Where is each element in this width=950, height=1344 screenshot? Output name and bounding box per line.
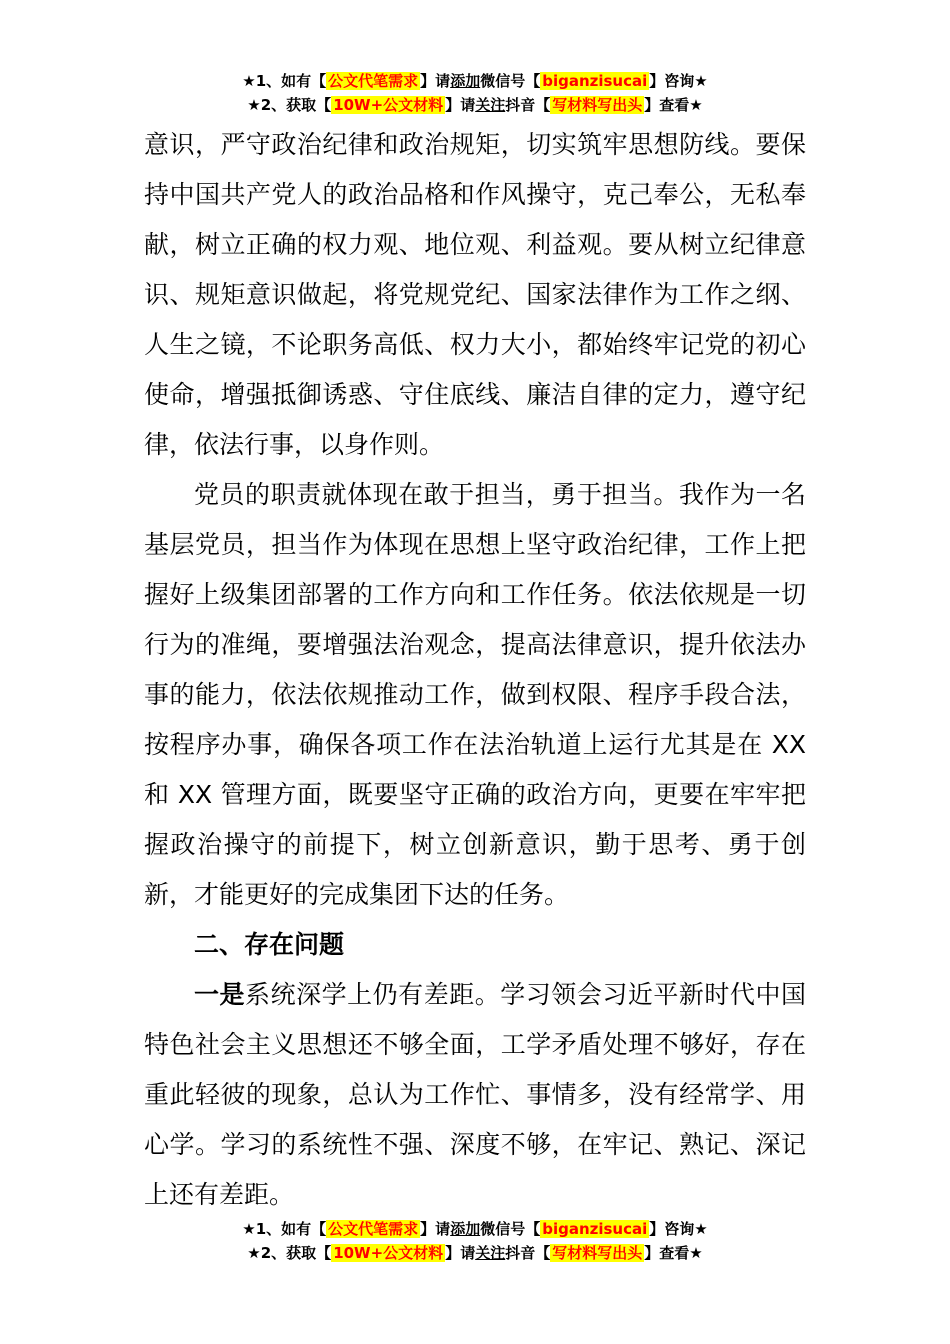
paragraph-2: 党员的职责就体现在敢于担当，勇于担当。我作为一名基层党员，担当作为体现在思想上坚守政治纪律，工作上把握好上级集团部署的工作方向和工作任务。依法依规是一切行为的准绳，要增强法治观念，提高法律意识，提升依法办事的能力，依法依规推动工作，做到权限、程序手段合法，按程序办事，确保各项工作在法治轨道上运行尤其是在 XX 和 XX 管理方面，既要坚守正确的政治方向，更要在牢牢把握政治操守的前提下，树立创新意识，勤于思考、勇于创新，才能更好的完成集团下达的任务。	[144, 480, 806, 909]
promo-highlight: 10W+公文材料	[333, 1244, 444, 1262]
promo-line-1	[0, 1218, 950, 1242]
paragraph-3	[144, 970, 806, 1220]
promo-highlight: 公文代笔需求	[328, 1220, 419, 1238]
promo-text: 微信号【	[480, 72, 541, 90]
promo-text: 】咨询★	[649, 72, 708, 90]
promo-text: 】查看★	[644, 96, 703, 114]
promo-highlight: biganzisucai	[542, 72, 648, 90]
section-heading: 二、存在问题	[194, 930, 345, 959]
promo-text: ★1、如有【	[242, 1220, 327, 1238]
paragraph-lead: 一是	[194, 980, 246, 1009]
promo-underlined-text: 添加	[450, 72, 481, 90]
promo-line-2	[0, 94, 950, 118]
document-body	[144, 120, 806, 1220]
promo-line-1	[0, 70, 950, 94]
promo-highlight: 写材料写出头	[552, 96, 643, 114]
promo-underlined-text: 关注	[475, 1244, 506, 1262]
promo-text: 微信号【	[480, 1220, 541, 1238]
promo-text: ★1、如有【	[242, 72, 327, 90]
promo-text: 】查看★	[644, 1244, 703, 1262]
paragraph-3-text: 系统深学上仍有差距。学习领会习近平新时代中国特色社会主义思想还不够全面，工学矛盾处理不够好，存在重此轻彼的现象，总认为工作忙、事情多，没有经常学、用心学。学习的系统性不强、深度不够，在牢记、熟记、深记上还有差距。	[144, 980, 806, 1209]
promo-underlined-text: 关注	[475, 96, 506, 114]
header-promo-banner	[0, 70, 950, 118]
promo-text: 】请	[420, 1220, 451, 1238]
promo-underlined-text: 添加	[450, 1220, 481, 1238]
promo-highlight: 公文代笔需求	[328, 72, 419, 90]
promo-text: 】请	[420, 72, 451, 90]
promo-text: ★2、获取【	[247, 1244, 332, 1262]
promo-highlight: biganzisucai	[542, 1220, 648, 1238]
promo-text: 】请	[445, 96, 476, 114]
footer-promo-banner	[0, 1218, 950, 1266]
promo-text: 抖音【	[505, 96, 551, 114]
promo-text: 抖音【	[505, 1244, 551, 1262]
promo-highlight: 10W+公文材料	[333, 96, 444, 114]
promo-text: ★2、获取【	[247, 96, 332, 114]
promo-text: 】请	[445, 1244, 476, 1262]
promo-highlight: 写材料写出头	[552, 1244, 643, 1262]
promo-text: 】咨询★	[649, 1220, 708, 1238]
promo-line-2	[0, 1242, 950, 1266]
paragraph-1: 意识，严守政治纪律和政治规矩，切实筑牢思想防线。要保持中国共产党人的政治品格和作风操守，克己奉公，无私奉献，树立正确的权力观、地位观、利益观。要从树立纪律意识、规矩意识做起，将党规党纪、国家法律作为工作之纲、人生之镜，不论职务高低、权力大小，都始终牢记党的初心使命，增强抵御诱惑、守住底线、廉洁自律的定力，遵守纪律，依法行事，以身作则。	[144, 130, 806, 459]
